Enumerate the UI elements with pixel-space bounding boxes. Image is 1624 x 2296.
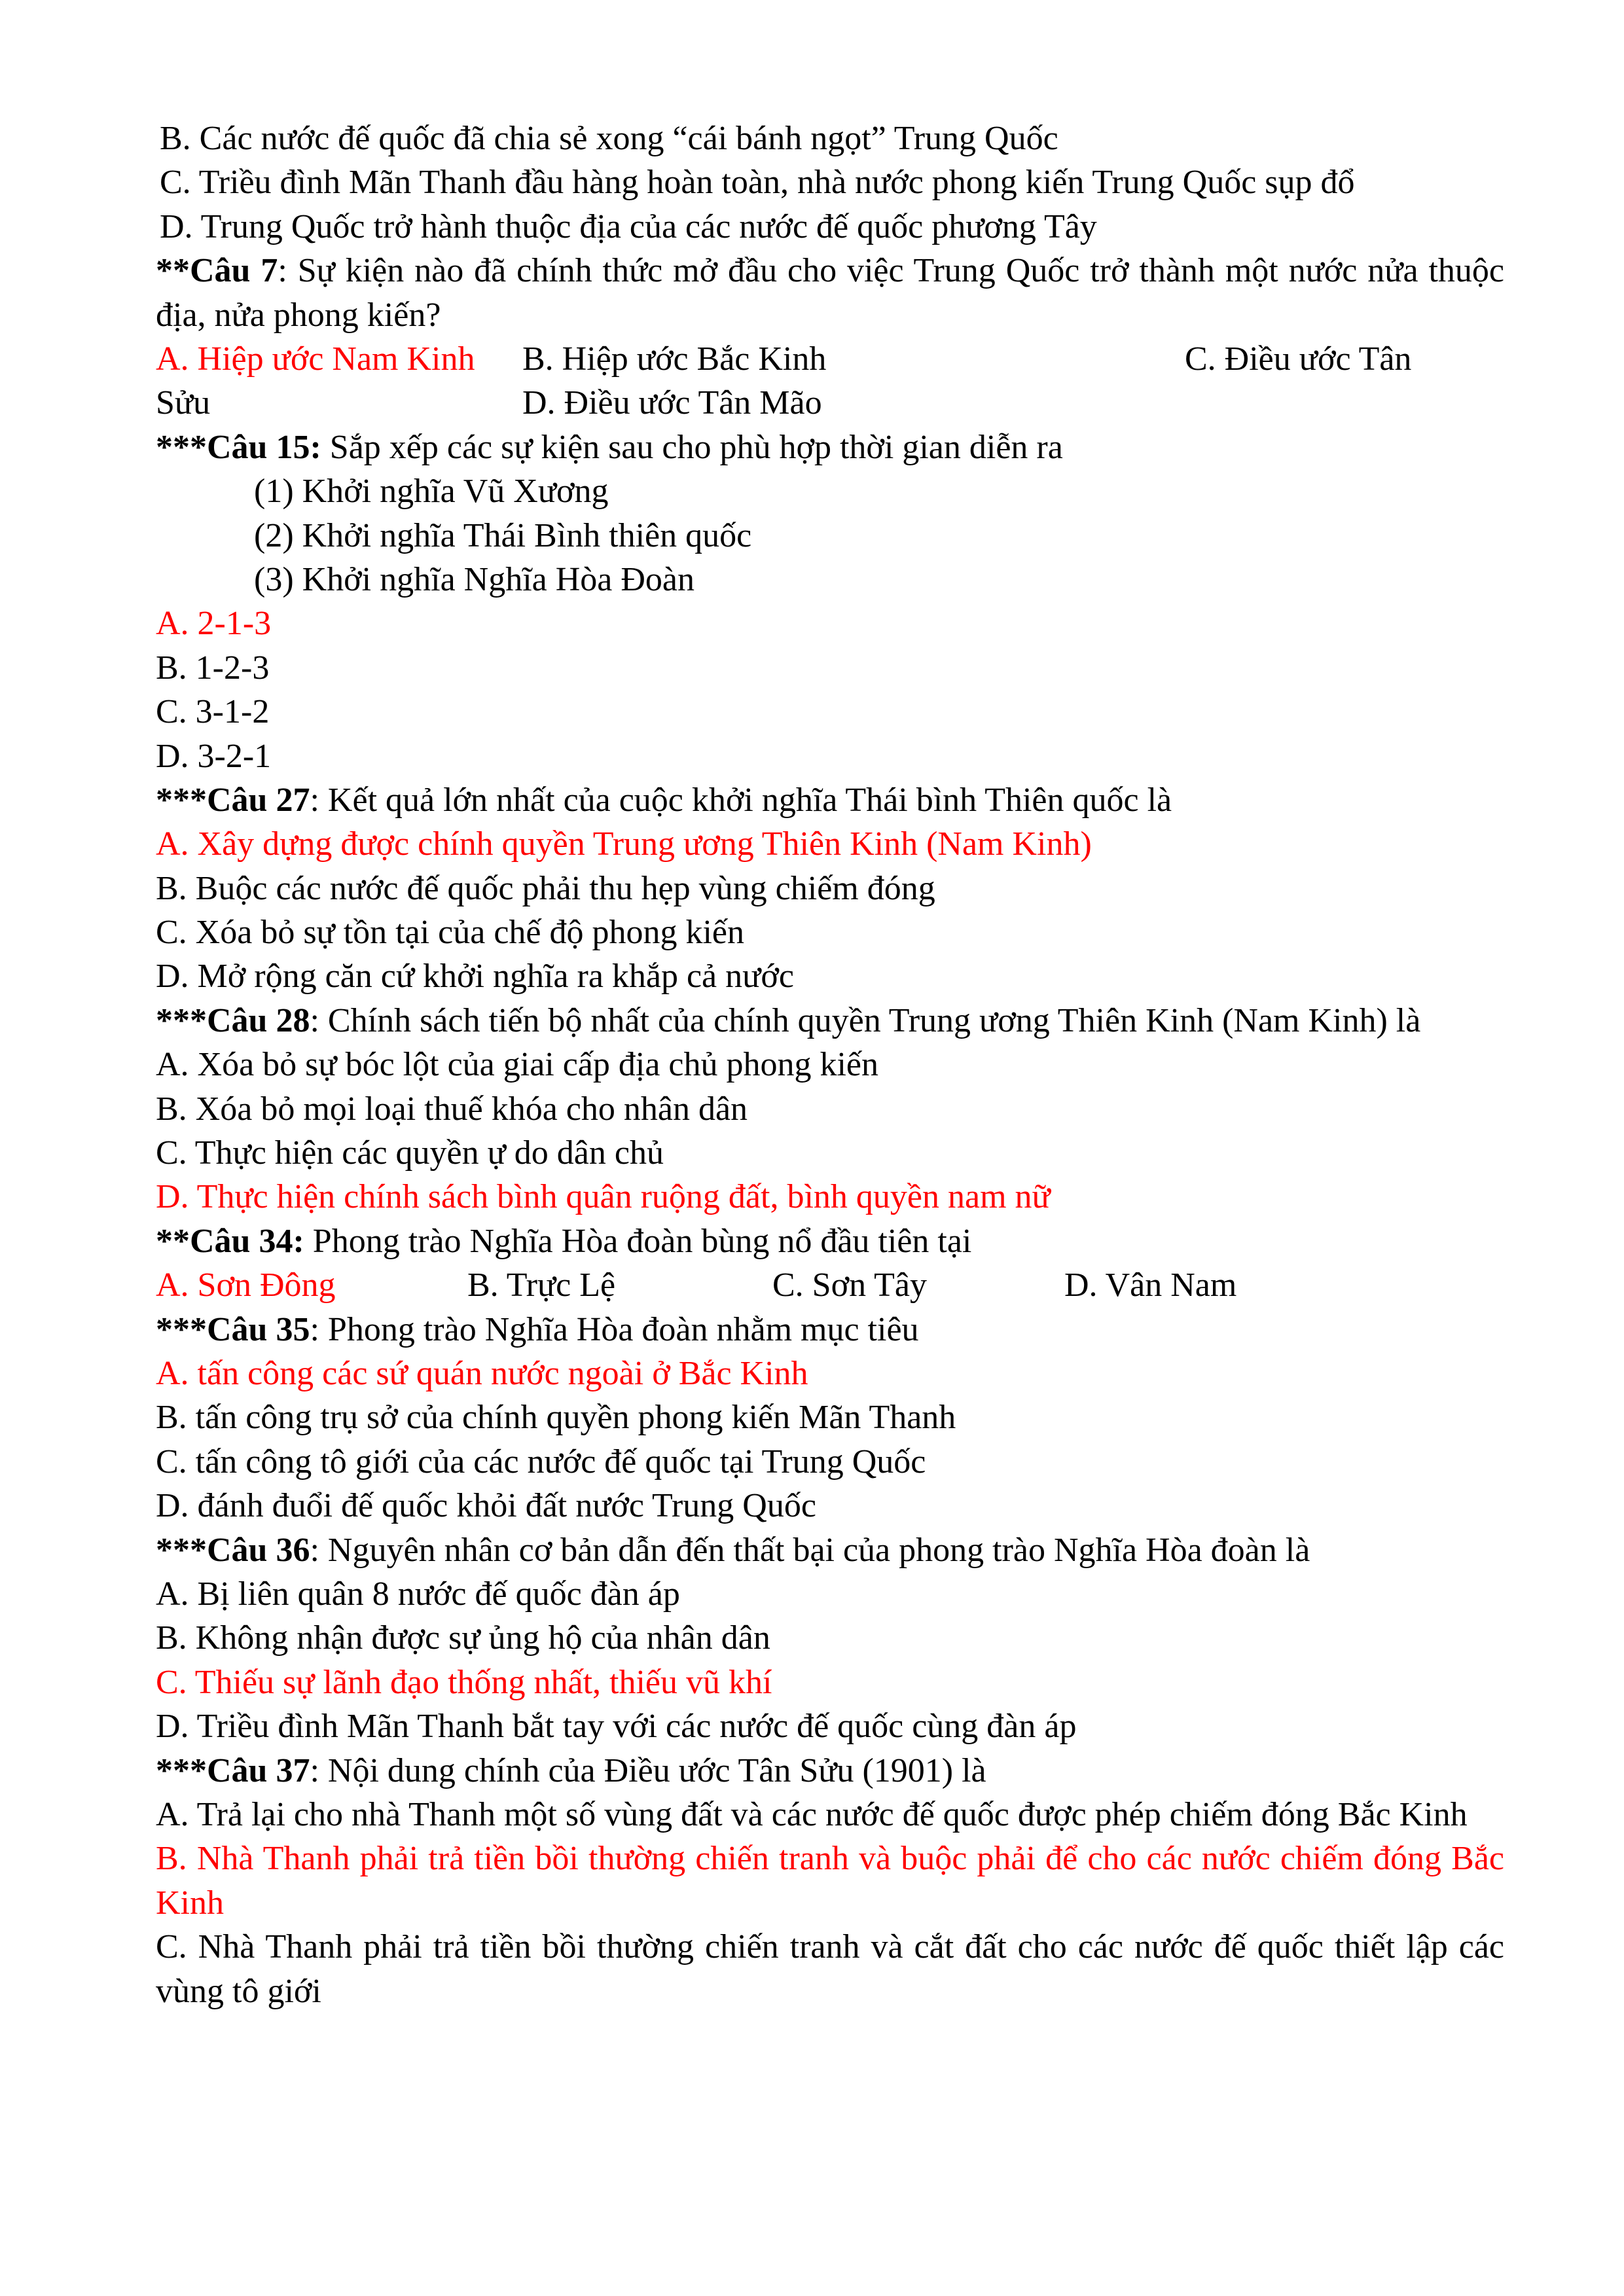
option-text: D. Trung Quốc trở hành thuộc địa của các nước đế quốc phương Tây (160, 207, 1097, 245)
question-label: **Câu 7 (156, 252, 278, 290)
option-b: B. Trực Lệ (467, 1266, 616, 1304)
option-text: B. Các nước đế quốc đã chia sẻ xong “cái bánh ngọt” Trung Quốc (160, 120, 1058, 157)
question-35 (156, 1308, 1504, 1352)
question-label: **Câu 34: (156, 1222, 304, 1260)
option-a: A. Trả lại cho nhà Thanh một số vùng đất và các nước đế quốc được phép chiếm đóng Bắc Kinh (156, 1795, 1468, 1833)
option-d: D. Vân Nam (1064, 1266, 1237, 1304)
event-item: (3) Khởi nghĩa Nghĩa Hòa Đoàn (254, 560, 695, 598)
option-c: C. Xóa bỏ sự tồn tại của chế độ phong kiến (156, 914, 745, 952)
option-a: A. Sơn Đông (156, 1266, 336, 1304)
question-text: Phong trào Nghĩa Hòa đoàn bùng nổ đầu tiên tại (304, 1222, 972, 1260)
option-a: A. tấn công các sứ quán nước ngoài ở Bắc Kinh (156, 1355, 808, 1392)
option-b (156, 117, 1504, 160)
question-34 (156, 1219, 1504, 1263)
option-b: B. Buộc các nước đế quốc phải thu hẹp vùng chiếm đóng (156, 869, 935, 907)
question-label: ***Câu 37 (156, 1751, 310, 1789)
question-text: : Sự kiện nào đã chính thức mở đầu cho việc Trung Quốc trở thành một nước nửa thuộc địa, nửa phong kiến? (156, 252, 1504, 334)
option-c: C. Sơn Tây (772, 1266, 928, 1304)
event-item: (1) Khởi nghĩa Vũ Xương (254, 473, 609, 511)
option-c-continued: Sửu (156, 384, 211, 422)
question-37 (156, 1749, 1504, 1793)
option-c: C. tấn công tô giới của các nước đế quốc tại Trung Quốc (156, 1443, 926, 1480)
question-7 (156, 249, 1504, 337)
question-label: ***Câu 28 (156, 1001, 310, 1039)
option-c: C. Điều ước Tân (1185, 340, 1412, 378)
question-text: Sắp xếp các sự kiện sau cho phù hợp thời gian diễn ra (321, 428, 1063, 466)
option-d: D. Mở rộng căn cứ khởi nghĩa ra khắp cả nước (156, 958, 794, 996)
question-34-options (156, 1263, 1504, 1307)
question-label: ***Câu 35 (156, 1310, 310, 1348)
option-a: A. Xây dựng được chính quyền Trung ương Thiên Kinh (Nam Kinh) (156, 825, 1092, 863)
option-b: B. Xóa bỏ mọi loại thuế khóa cho nhân dân (156, 1090, 748, 1128)
question-text: : Nội dung chính của Điều ước Tân Sửu (1901) là (310, 1751, 986, 1789)
question-28 (156, 999, 1504, 1043)
question-27 (156, 778, 1504, 822)
option-d: D. 3-2-1 (156, 737, 272, 775)
option-b: B. Nhà Thanh phải trả tiền bồi thường chiến tranh và buộc phải để cho các nước chiếm đóng Bắc Kinh (156, 1840, 1504, 1922)
option-d (156, 205, 1504, 249)
option-text: C. Triều đình Mãn Thanh đầu hàng hoàn toàn, nhà nước phong kiến Trung Quốc sụp đổ (160, 164, 1355, 202)
option-a: A. Bị liên quân 8 nước đế quốc đàn áp (156, 1575, 680, 1613)
option-a: A. Hiệp ước Nam Kinh (156, 340, 475, 378)
option-b: B. Hiệp ước Bắc Kinh (522, 340, 827, 378)
option-d: D. Điều ước Tân Mão (522, 384, 822, 422)
option-c: C. Nhà Thanh phải trả tiền bồi thường chiến tranh và cắt đất cho các nước đế quốc thiết lập các vùng tô giới (156, 1928, 1504, 2010)
question-36 (156, 1528, 1504, 1572)
option-c: C. Thực hiện các quyền ự do dân chủ (156, 1134, 664, 1172)
question-text: : Phong trào Nghĩa Hòa đoàn nhằm mục tiêu (310, 1310, 919, 1348)
option-d: D. Thực hiện chính sách bình quân ruộng đất, bình quyền nam nữ (156, 1178, 1051, 1216)
option-d: D. đánh đuổi đế quốc khỏi đất nước Trung Quốc (156, 1487, 816, 1525)
question-label: ***Câu 27 (156, 781, 310, 819)
option-b: B. Không nhận được sự ủng hộ của nhân dân (156, 1619, 770, 1657)
option-c: C. 3-1-2 (156, 693, 270, 731)
question-text: : Nguyên nhân cơ bản dẫn đến thất bại của phong trào Nghĩa Hòa đoàn là (310, 1531, 1310, 1569)
document-page (156, 117, 1504, 2013)
option-c: C. Thiếu sự lãnh đạo thống nhất, thiếu vũ khí (156, 1663, 772, 1701)
option-c (156, 160, 1504, 204)
question-text: : Chính sách tiến bộ nhất của chính quyền Trung ương Thiên Kinh (Nam Kinh) là (310, 1001, 1421, 1039)
option-b: B. tấn công trụ sở của chính quyền phong kiến Mãn Thanh (156, 1399, 956, 1437)
question-7-options-row-1 (156, 337, 1504, 381)
question-7-options-row-2 (156, 381, 1504, 425)
question-label: ***Câu 36 (156, 1531, 310, 1569)
question-text: : Kết quả lớn nhất của cuộc khởi nghĩa Thái bình Thiên quốc là (310, 781, 1172, 819)
option-a: A. 2-1-3 (156, 605, 272, 643)
option-b: B. 1-2-3 (156, 649, 270, 687)
option-a: A. Xóa bỏ sự bóc lột của giai cấp địa chủ phong kiến (156, 1046, 879, 1084)
question-label: ***Câu 15: (156, 428, 321, 466)
event-item: (2) Khởi nghĩa Thái Bình thiên quốc (254, 516, 752, 554)
option-d: D. Triều đình Mãn Thanh bắt tay với các nước đế quốc cùng đàn áp (156, 1708, 1077, 1746)
question-15 (156, 425, 1504, 469)
